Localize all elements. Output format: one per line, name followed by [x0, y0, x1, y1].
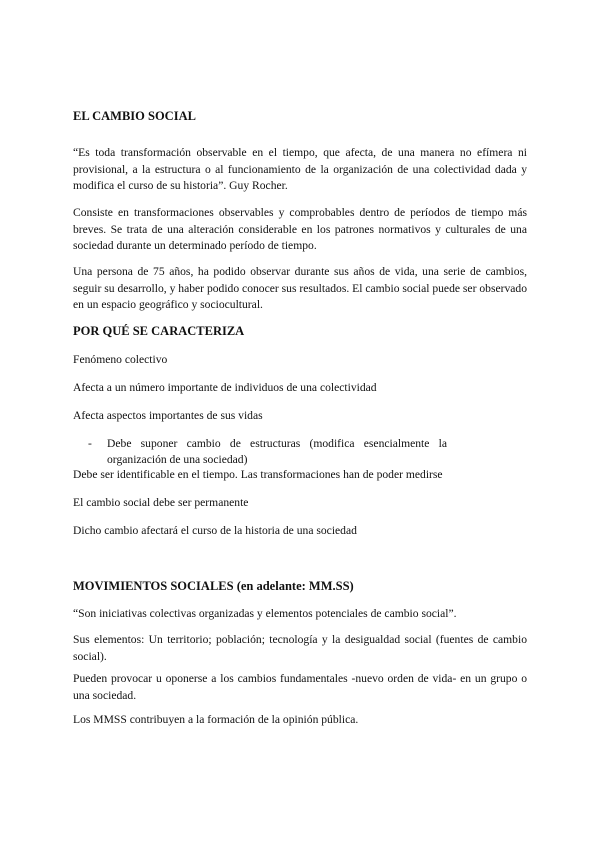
item-afecta-numero: Afecta a un número importante de individuos de una colectividad	[73, 381, 377, 394]
paragraph-elementos: Sus elementos: Un territorio; población; tecnología y la desigualdad social (fuentes de cambio social).	[73, 633, 527, 663]
heading-movimientos-sociales: MOVIMIENTOS SOCIALES (en adelante: MM.SS)	[73, 579, 354, 593]
bullet-item-estructuras	[73, 436, 527, 467]
quote-iniciativas: “Son iniciativas colectivas organizadas y elementos potenciales de cambio social”.	[73, 607, 457, 620]
paragraph-consiste: Consiste en transformaciones observables y comprobables dentro de períodos de tiempo más breves. Se trata de una alteración considerable en los patrones normativos y culturales de una sociedad durante un determinado período de tiempo.	[73, 206, 527, 253]
bullet-text-estructuras: Debe suponer cambio de estructuras (modifica esencialmente la organización de una sociedad)	[107, 437, 447, 466]
heading-por-que-se-caracteriza: POR QUÉ SE CARACTERIZA	[73, 324, 245, 338]
item-afecta-aspectos: Afecta aspectos importantes de sus vidas	[73, 409, 263, 422]
item-historia: Dicho cambio afectará el curso de la historia de una sociedad	[73, 524, 357, 537]
paragraph-mmss: Los MMSS contribuyen a la formación de la opinión pública.	[73, 713, 359, 726]
paragraph-pueden: Pueden provocar u oponerse a los cambios fundamentales -nuevo orden de vida- en un grupo o una sociedad.	[73, 672, 527, 702]
item-permanente: El cambio social debe ser permanente	[73, 496, 249, 509]
paragraph-persona: Una persona de 75 años, ha podido observar durante sus años de vida, una serie de cambios, seguir su desarrollo, y haber podido conocer sus resultados. El cambio social puede ser observado en un espacio geográfico y sociocultural.	[73, 265, 527, 312]
heading-cambio-social: EL CAMBIO SOCIAL	[73, 109, 196, 123]
item-fenomeno-colectivo: Fenómeno colectivo	[73, 353, 168, 366]
item-identificable: Debe ser identificable en el tiempo. Las transformaciones han de poder medirse	[73, 468, 443, 481]
quote-guy-rocher: “Es toda transformación observable en el tiempo, que afecta, de una manera no efímera ni provisional, a la estructura o al funcionamiento de la organización de una colectividad dada y modifica el curso de su historia”. Guy Rocher.	[73, 146, 527, 193]
bullet-dash: -	[88, 437, 92, 450]
